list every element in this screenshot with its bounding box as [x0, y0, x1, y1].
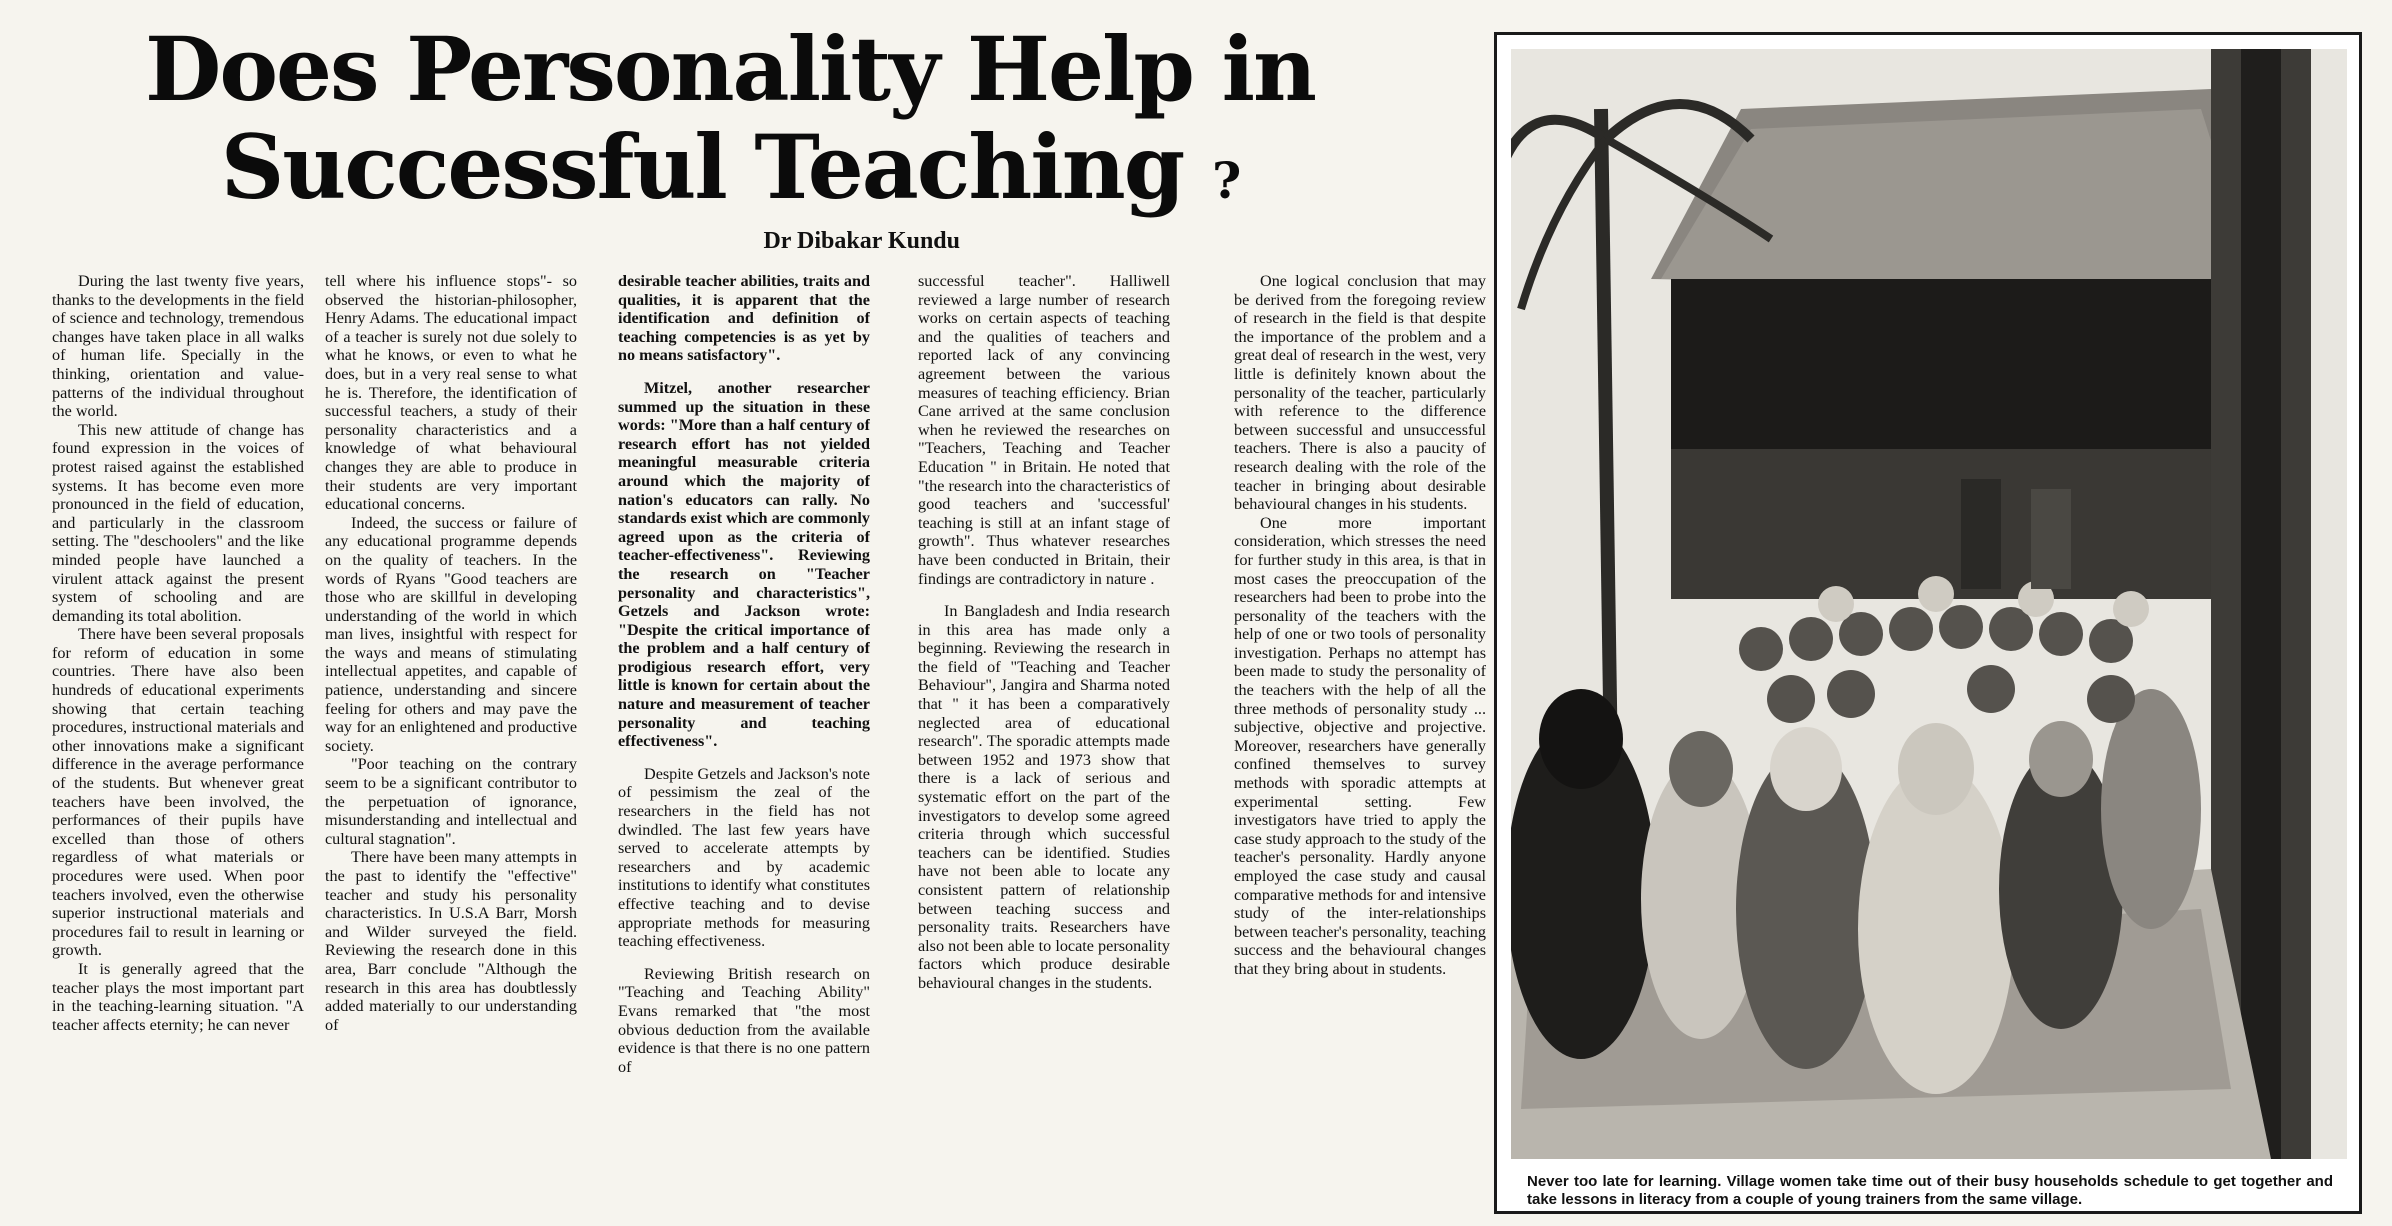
byline: Dr Dibakar Kundu [763, 228, 960, 254]
article-paragraph: There have been many attempts in the past to identify the "effective" teacher and study his personality characteristics. In U.S.A Barr, Morsh and Wilder surveyed the field. Reviewing the research done in this area, Barr conclude "Although the research in this area has doubtlessly added materially to our understanding of [325, 848, 577, 1034]
article-paragraph: desirable teacher abilities, traits and qualities, it is apparent that the identification and definition of teaching competencies is as yet by no means satisfactory". [618, 272, 870, 365]
article-paragraph: In Bangladesh and India research in this area has made only a beginning. Reviewing the research in the field of "Teaching and Teacher Behaviour", Jangira and Sharma noted that " it has been a comparatively neglected area of educational research". The sporadic attempts made between 1952 and 1973 show that there is a lack of serious and systematic effort on the part of the investigators to develop some agreed criteria through which successful teachers can be identified. Studies have not been able to locate any consistent pattern of relationship between teaching success and personality traits. Researchers have also not been able to locate personality factors which produce desirable behavioural changes in the students. [918, 602, 1170, 992]
photo-box [1494, 32, 2362, 1214]
text-column-5 [1234, 272, 1486, 1212]
text-column-2 [325, 272, 577, 1212]
village-class-photo [1511, 49, 2347, 1159]
text-column-1 [52, 272, 304, 1212]
article-paragraph: Indeed, the success or failure of any educational programme depends on the quality of teachers. In the words of Ryans "Good teachers are those who are skillful in developing understanding of the world in which man lives, insightful with respect for the ways and means of stimulating intellectual appetites, and capable of patience, understanding and sincere feeling for others and may pave the way for an enlightened and productive society. [325, 513, 577, 755]
article-paragraph: This new attitude of change has found expression in the voices of protest raised against the established systems. It has become even more pronounced in the field of education, and particularly in the classroom setting. The "deschoolers" and the like minded people have launched a virulent attack against the present system of schooling and are demanding its total abolition. [52, 420, 304, 625]
headline-question-mark: ? [1211, 151, 1240, 210]
article-paragraph: tell where his influence stops"- so observed the historian-philosopher, Henry Adams. The educational impact of a teacher is surely not due solely to what he knows, or even to what he does, but in a very real sense to what he is. Therefore, the identification of successful teachers, a study of their personality characteristics and a knowledge of what behavioural changes they are able to produce in their students are very important educational concerns. [325, 272, 577, 514]
article-paragraph: Mitzel, another researcher summed up the situation in these words: "More than a half century of research effort has not yielded meaningful measurable criteria around which the majority of nation's educators can rally. No standards exist which are commonly agreed upon as the criteria of teacher-effectiveness". Reviewing the research on "Teacher personality and characteristics", Getzels and Jackson wrote: "Despite the critical importance of the problem and a half century of prodigious research effort, very little is known for certain about the nature and measurement of teacher personality and teaching effectiveness". [618, 378, 870, 751]
article-paragraph: It is generally agreed that the teacher plays the most important part in the teaching-learning situation. "A teacher affects eternity; he can never [52, 959, 304, 1034]
article-paragraph: During the last twenty five years, thanks to the developments in the field of science and technology, tremendous changes have taken place in all walks of human life. Specially in the thinking, orientation and value-patterns of the individual throughout the world. [52, 272, 304, 421]
headline-line-1: Does Personality Help in [145, 17, 1315, 121]
article-paragraph: "Poor teaching on the contrary seem to be a significant contributor to the perpetuation of ignorance, misunderstanding and intellectual and cultural stagnation". [325, 755, 577, 848]
article-body [52, 272, 1490, 1212]
article-paragraph: One more important consideration, which stresses the need for further study in this area, is that in most cases the preoccupation of the researchers had been to probe into the personality of the teachers with the help of one or two tools of personality investigation. Perhaps no attempt has been made to study the personality of the teachers with the help of all the three methods of personality study ... subjective, objective and projective. Moreover, researchers have generally confined themselves to survey methods with sporadic attempts at experimental setting. Few investigators have tried to apply the case study approach to the study of the teacher's personality. Hardly anyone employed the case study and causal comparative methods for and intensive study of the inter-relationships between teacher's personality, teaching success and the behavioural changes that they bring about in students. [1234, 513, 1486, 978]
photo-illustration [1511, 49, 2347, 1159]
text-column-4 [918, 272, 1170, 1212]
article-paragraph: There have been several proposals for reform of education in some countries. There have also been hundreds of educational experiments showing that certain teaching procedures, instructional materials and other innovations make a significant difference in the average performance of the students. But whenever great teachers have been involved, the performances of their pupils have excelled than those of others regardless of what materials or procedures were used. When poor teachers involved, even the otherwise superior instructional materials and procedures fail to result in learning or growth. [52, 625, 304, 960]
headline-line-2: Successful Teaching ? [220, 115, 1240, 219]
text-column-3 [618, 272, 870, 1212]
article-paragraph: Despite Getzels and Jackson's note of pessimism the zeal of the researchers in the field has not dwindled. The last few years have served to accelerate attempts by researchers and by academic institutions to identify what constitutes effective teaching and to devise appropriate methods for measuring teaching effectiveness. [618, 764, 870, 951]
article-paragraph: successful teacher". Halliwell reviewed a large number of research works on certain aspects of teaching and the qualities of teachers and reported lack of any convincing agreement between the various measures of teaching efficiency. Brian Cane arrived at the same conclusion when he reviewed the researches on "Teachers, Teaching and Teacher Education " in Britain. He noted that "the research into the characteristics of good teachers and 'successful' teaching is still at an infant stage of growth". Thus whatever researches have been conducted in Britain, their findings are contradictory in nature . [918, 272, 1170, 588]
article-paragraph: One logical conclusion that may be derived from the foregoing review of research in the field is that despite the importance of the problem and a great deal of research in the west, very little is definitely known about the personality of the teacher, particularly with reference to the difference between successful and unsuccessful teachers. There is also a paucity of research dealing with the role of the teacher in bringing about desirable behavioural changes in his students. [1234, 272, 1486, 514]
photo-caption: Never too late for learning. Village women take time out of their busy households schedule to get together and take lessons in literacy from a couple of young trainers from the same village. [1527, 1173, 2333, 1208]
article-paragraph: Reviewing British research on "Teaching and Teaching Ability" Evans remarked that "the most obvious deduction from the available evidence is that there is no one pattern of [618, 964, 870, 1076]
article-headline [130, 17, 1330, 230]
